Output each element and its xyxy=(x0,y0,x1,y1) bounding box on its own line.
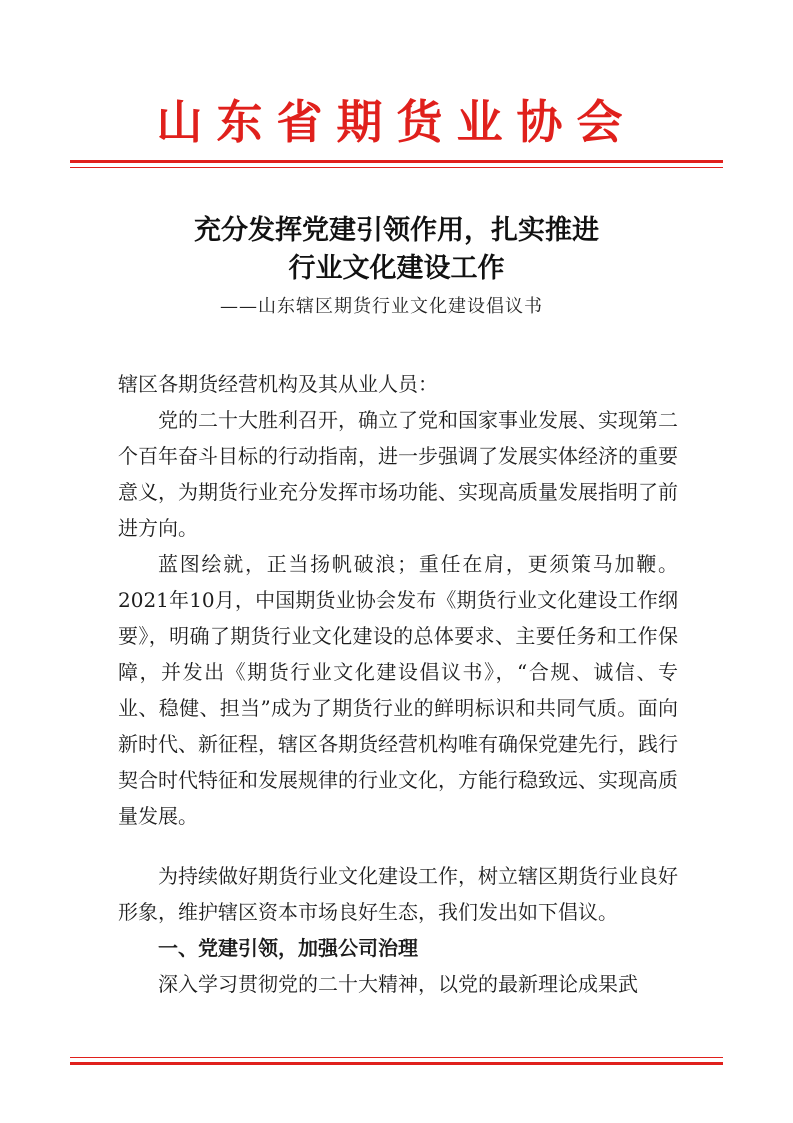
footer-rule-thin xyxy=(70,1057,723,1058)
document-title-line-1: 充分发挥党建引领作用，扎实推进 xyxy=(194,215,599,246)
paragraph-1: 党的二十大胜利召开，确立了党和国家事业发展、实现第二个百年奋斗目标的行动指南，进一步强调了发展实体经济的重要意义，为期货行业充分发挥市场功能、实现高质量发展指明了前进方向。 xyxy=(118,408,678,540)
letterhead-top-rule-thin xyxy=(70,167,723,168)
document-subtitle: ——山东辖区期货行业文化建设倡议书 xyxy=(220,296,543,317)
paragraph-3: 为持续做好期货行业文化建设工作，树立辖区期货行业良好形象，维护辖区资本市场良好生态，我们发出如下倡议。 xyxy=(118,864,678,924)
section-paragraph: 深入学习贯彻党的二十大精神，以党的最新理论成果武 xyxy=(158,972,638,996)
footer-rule-thick xyxy=(70,1062,723,1065)
document-title-line-2: 行业文化建设工作 xyxy=(288,253,505,284)
salutation: 辖区各期货经营机构及其从业人员： xyxy=(118,372,438,396)
paragraph-2: 蓝图绘就，正当扬帆破浪；重任在肩，更须策马加鞭。2021年10月，中国期货业协会发布《期货行业文化建设工作纲要》，明确了期货行业文化建设的总体要求、主要任务和工作保障，并发出《期货行业文化建设倡议书》，“合规、诚信、专业、稳健、担当”成为了期货行业的鲜明标识和共同气质。面向新时代、新征程，辖区各期货经营机构唯有确保党建先行，践行契合时代特征和发展规律的行业文化，方能行稳致远、实现高质量发展。 xyxy=(118,552,678,828)
section-heading: 一、党建引领，加强公司治理 xyxy=(158,936,418,960)
letterhead-top-rule-thick xyxy=(70,160,723,163)
letterhead-org-name: 山东省期货业协会 xyxy=(156,95,637,149)
